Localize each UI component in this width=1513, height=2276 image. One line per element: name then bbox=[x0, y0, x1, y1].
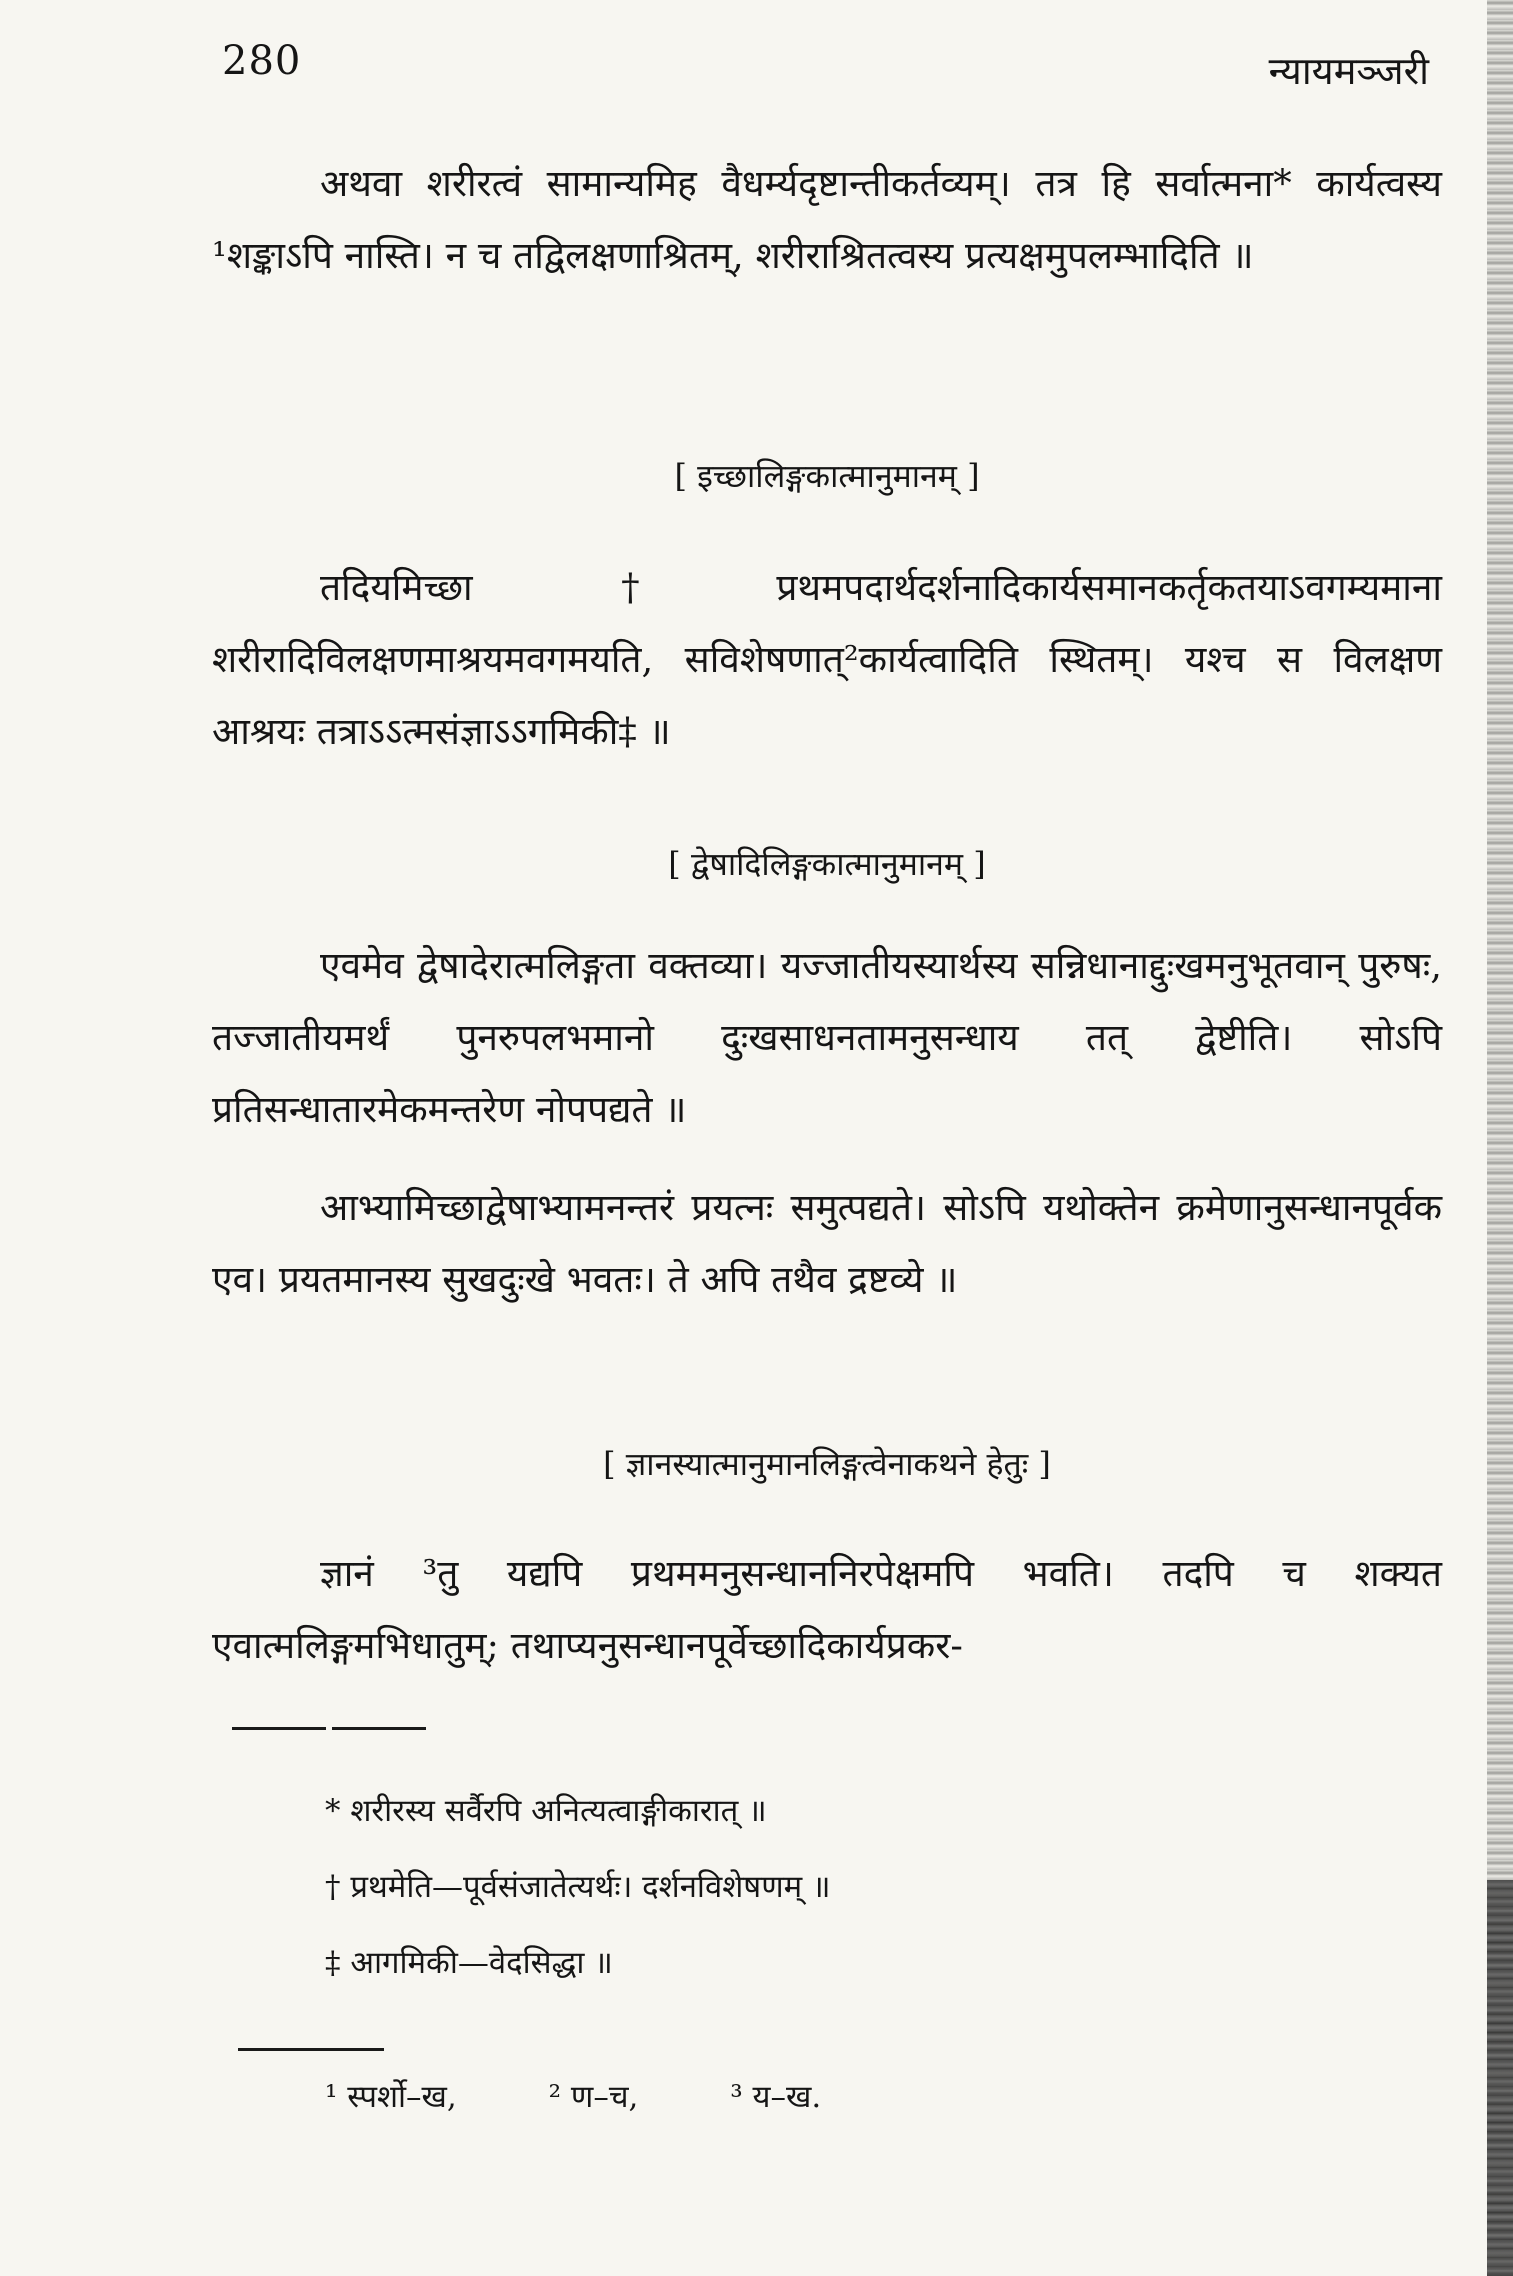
book-title: न्यायमञ्जरी bbox=[1268, 49, 1429, 93]
paragraph-1: अथवा शरीरत्वं सामान्यमिह वैधर्म्यदृष्टान्तीकर्तव्यम्। तत्र हि सर्वात्मना* कार्यत्वस्य ¹शङ्काऽपि नास्ति। न च तद्विलक्षणाश्रितम्, शरीराश्रितत्वस्य प्रत्यक्षमुपलम्भादिति ॥ bbox=[212, 162, 1442, 277]
variant-item: ¹ स्पर्शो–ख, bbox=[325, 2079, 457, 2115]
footnote-item: ‡ आगमिकी—वेदसिद्धा ॥ bbox=[325, 1945, 613, 1981]
section-heading-3: [ ज्ञानस्यात्मानुमानलिङ्गत्वेनाकथने हेतुः ] bbox=[603, 1445, 1051, 1483]
footnotes bbox=[325, 1786, 1425, 2014]
section-heading-1: [ इच्छालिङ्गकात्मानुमानम् ] bbox=[674, 457, 980, 495]
variant-item: ³ य–ख. bbox=[730, 2079, 822, 2115]
paragraph-3: एवमेव द्वेषादेरात्मलिङ्गता वक्तव्या। यज्जातीयस्यार्थस्य सन्निधानाद्दुःखमनुभूतवान् पुरुषः, तज्जातीयमर्थं पुनरुपलभमानो दुःखसाधनतामनुसन्धाय तत् द्वेष्टीति। सोऽपि प्रतिसन्धातारमेकमन्तरेण नोपपद्यते ॥ bbox=[212, 944, 1442, 1131]
paragraph-4: आभ्यामिच्छाद्वेषाभ्यामनन्तरं प्रयत्नः समुत्पद्यते। सोऽपि यथोक्तेन क्रमेणानुसन्धानपूर्वक एव। प्रयतमानस्य सुखदुःखे भवतः। ते अपि तथैव द्रष्टव्ये ॥ bbox=[212, 1186, 1442, 1301]
footnote-item: * शरीरस्य सर्वैरपि अनित्यत्वाङ्गीकारात् ॥ bbox=[325, 1793, 767, 1829]
page-number: 280 bbox=[222, 38, 302, 84]
footnote-item: † प्रथमेति—पूर्वसंजातेत्यर्थः। दर्शनविशेषणम् ॥ bbox=[325, 1869, 831, 1905]
footnote-rule-right bbox=[332, 1727, 426, 1730]
paragraph-2: तदियमिच्छा †प्रथमपदार्थदर्शनादिकार्यसमानकर्तृकतयाऽवगम्यमाना शरीरादिविलक्षणमाश्रयमवगमयति, सविशेषणात्²कार्यत्वादिति स्थितम्। यश्च स विलक्षण आश्रयः तत्राऽऽत्मसंज्ञाऽऽगमिकी‡ ॥ bbox=[212, 566, 1442, 753]
variant-rule bbox=[238, 2048, 384, 2051]
variant-readings bbox=[325, 2075, 903, 2117]
running-header bbox=[222, 38, 1429, 98]
variant-item: ² ण–च, bbox=[548, 2079, 639, 2115]
book-spine-shadow-dark bbox=[1487, 1880, 1513, 2276]
section-heading-2: [ द्वेषादिलिङ्गकात्मानुमानम् ] bbox=[668, 845, 986, 883]
paragraph-5: ज्ञानं ³तु यद्यपि प्रथममनुसन्धाननिरपेक्षमपि भवति। तदपि च शक्यत एवात्मलिङ्गमभिधातुम्; तथाप्यनुसन्धानपूर्वेच्छादिकार्यप्रकर- bbox=[212, 1552, 1442, 1667]
footnote-rule-left bbox=[232, 1727, 326, 1730]
